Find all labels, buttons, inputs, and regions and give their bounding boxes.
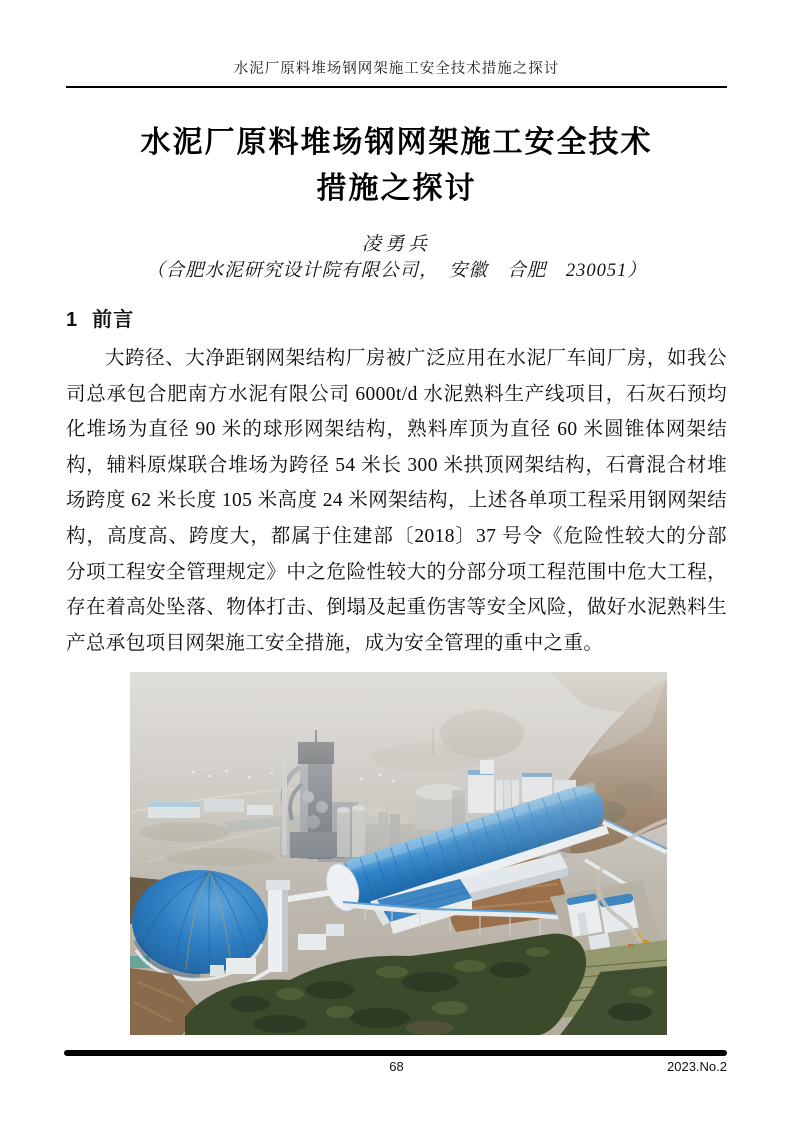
section-number: 1 (66, 309, 79, 331)
footer-rule (64, 1050, 727, 1056)
header-rule (66, 86, 727, 88)
article-title (66, 120, 727, 212)
running-header: 水泥厂原料堆场钢网架施工安全技术措施之探讨 (233, 61, 560, 77)
title-line-2: 措施之探讨 (316, 172, 477, 205)
intro-paragraph: 大跨径、大净距钢网架结构厂房被广泛应用在水泥厂车间厂房，如我公司总承包合肥南方水泥有限公司 6000t/d 水泥熟料生产线项目，石灰石预均化堆场为直径 90 米的球形网架结构，熟料库顶为直径 60 米圆锥体网架结构，辅料原煤联合堆场为跨径 54 米长 300 米拱顶网架结构，石膏混合材堆场跨度 62 米长度 105 米高度 24 米网架结构，上述各单项工程采用钢网架结构，高度高、跨度大，都属于住建部〔2018〕37 号令《危险性较大的分部分项工程安全管理规定》中之危险性较大的分部分项工程范围中危大工程，存在着高处坠落、物体打击、倒塌及起重伤害等安全风险，做好水泥熟料生产总承包项目网架施工安全措施，成为安全管理的重中之重。 (66, 348, 727, 654)
photo-haze-overlay (130, 672, 667, 877)
section-heading-1 (66, 303, 134, 332)
author-affiliation: （合肥水泥研究设计院有限公司， 安徽 合肥 230051） (146, 261, 647, 281)
aerial-photo-svg (130, 672, 667, 1035)
issue-label: 2023.No.2 (667, 1059, 727, 1074)
page-number: 68 (389, 1059, 404, 1074)
title-line-1: 水泥厂原料堆场钢网架施工安全技术 (140, 126, 653, 159)
author-name: 凌勇兵 (361, 234, 431, 255)
section-title: 前言 (92, 309, 135, 331)
figure-aerial-photo (130, 672, 667, 1035)
